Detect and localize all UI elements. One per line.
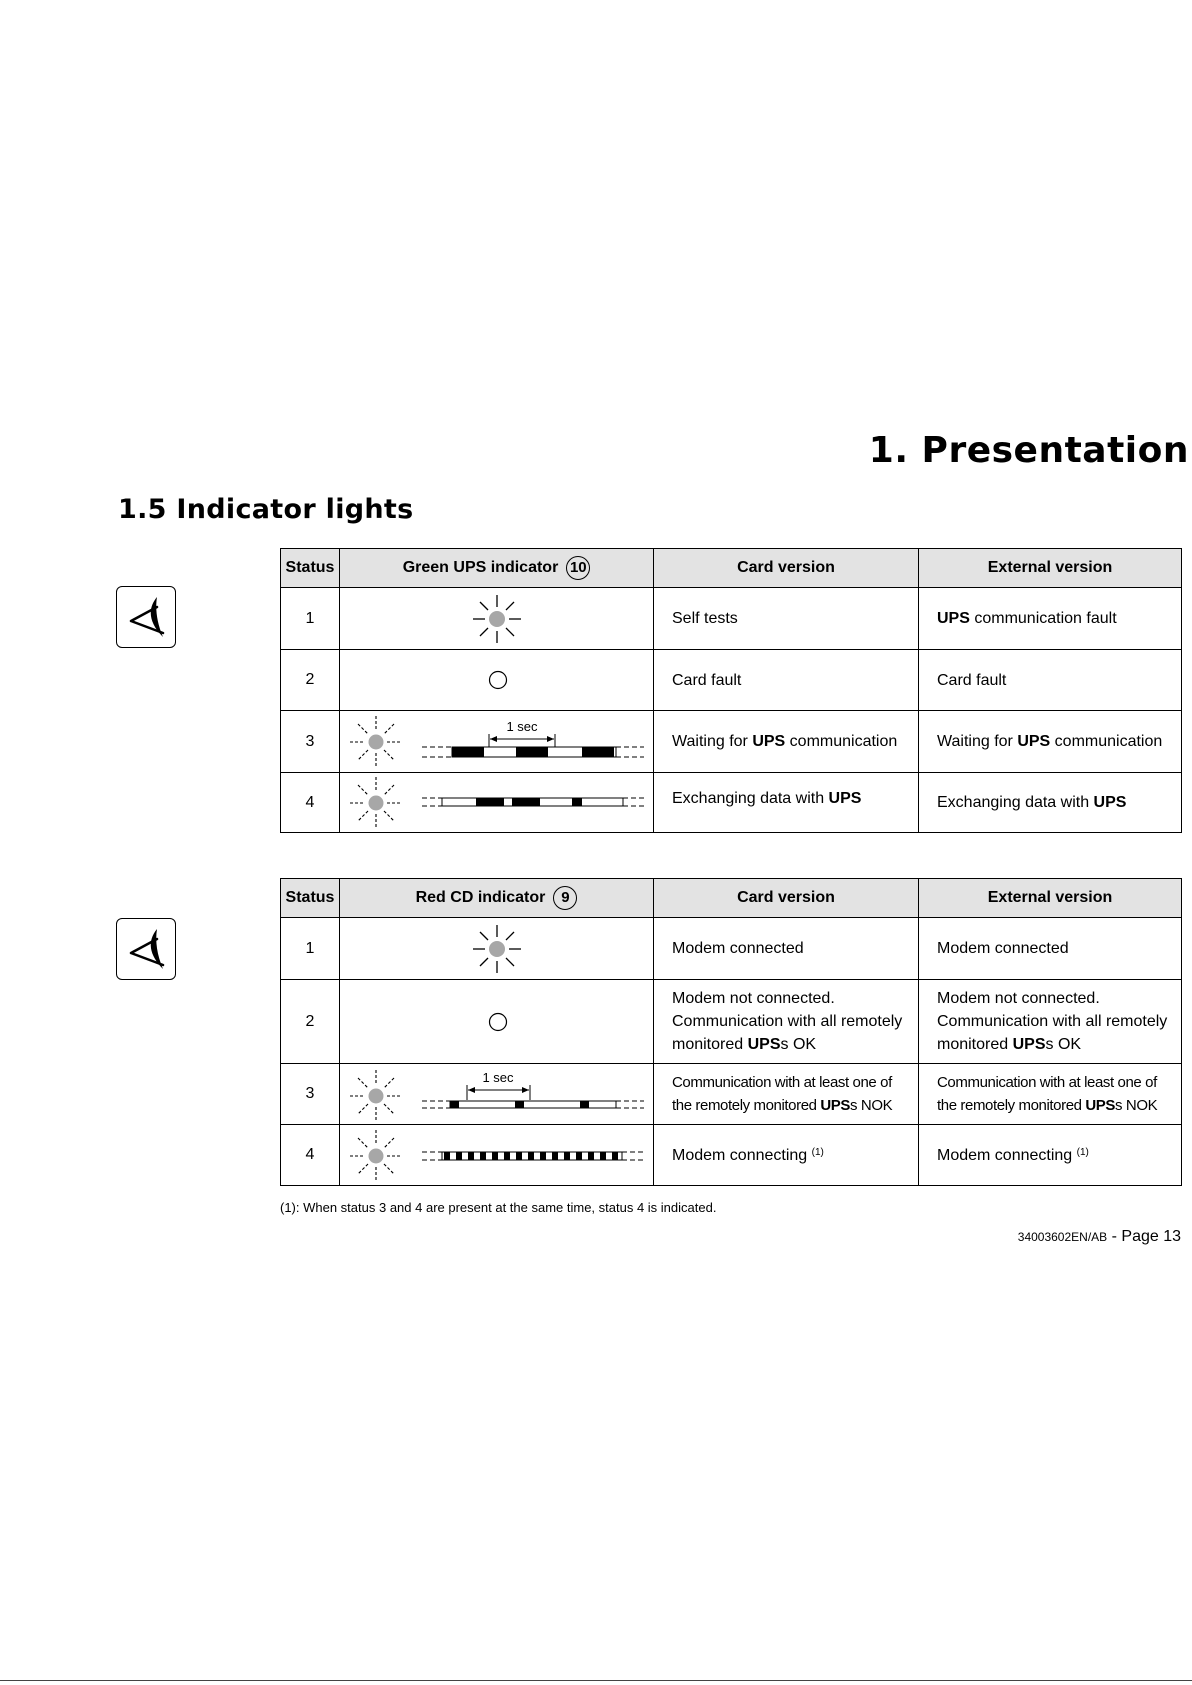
status-cell: 3 <box>281 1064 340 1125</box>
led-flashing-diagram <box>340 588 654 650</box>
led-off-icon <box>490 672 507 689</box>
led-off-diagram <box>340 980 654 1064</box>
footnote: (1): When status 3 and 4 are present at the same time, status 4 is indicated. <box>280 1200 717 1215</box>
led-blinking-icon <box>350 716 402 768</box>
table-row <box>281 918 1182 980</box>
one-sec-label: 1 sec <box>482 1069 514 1085</box>
one-sec-label: 1 sec <box>506 718 538 734</box>
external-version-cell: UPS communication fault <box>919 588 1182 650</box>
external-version-cell: Exchanging data with UPS <box>919 773 1182 833</box>
external-version-header: External version <box>919 549 1182 588</box>
on-segment <box>515 1101 524 1108</box>
on-segment <box>512 798 540 806</box>
led-flashing-diagram <box>340 918 654 980</box>
on-segment <box>612 1152 618 1160</box>
on-segment <box>468 1152 474 1160</box>
status-cell: 2 <box>281 980 340 1064</box>
status-cell: 3 <box>281 711 340 773</box>
table-row <box>281 773 1182 833</box>
led-blink-pattern-diagram <box>340 1064 654 1125</box>
external-version-cell: Modem not connected. Communication with all remotely monitored UPSs OK <box>919 980 1182 1064</box>
on-segment <box>456 1152 462 1160</box>
on-segment <box>516 1152 522 1160</box>
on-segment <box>444 1152 450 1160</box>
card-version-cell <box>654 588 919 650</box>
table-row <box>281 1125 1182 1186</box>
on-segment <box>450 1101 459 1108</box>
led-off-diagram <box>340 650 654 711</box>
table-row <box>281 588 1182 650</box>
on-segment <box>480 1152 486 1160</box>
document-code: 34003602EN/AB <box>1017 1230 1108 1244</box>
page-ref-separator: - <box>1107 1228 1122 1245</box>
table-header-row <box>281 549 1182 588</box>
external-text: Modem not connected. <box>937 990 1100 1007</box>
led-blinking-icon <box>350 777 402 829</box>
led-blink-pattern-diagram <box>340 711 654 773</box>
on-segment <box>452 747 484 757</box>
table-row <box>281 711 1182 773</box>
chapter-title: 1. Presentation <box>868 430 1189 471</box>
on-segment <box>580 1101 589 1108</box>
page-reference <box>1018 1228 1181 1246</box>
card-text: Card fault <box>672 671 742 689</box>
table-row <box>281 1064 1182 1125</box>
on-segment <box>552 1152 558 1160</box>
section-title: 1.5 Indicator lights <box>118 494 414 525</box>
green-ups-indicator-table <box>280 548 1182 833</box>
led-flashing-icon <box>473 925 521 973</box>
external-text: Card fault <box>937 671 1007 689</box>
card-version-header: Card version <box>654 879 919 918</box>
indicator-header-label: Red CD indicator <box>415 889 546 907</box>
on-segment <box>572 798 582 806</box>
led-flashing-icon <box>473 595 521 643</box>
card-version-cell: Waiting for UPS communication <box>654 711 919 773</box>
on-segment <box>492 1152 498 1160</box>
status-cell: 4 <box>281 773 340 833</box>
card-text: Communication with all remotely <box>672 1013 903 1030</box>
status-header: Status <box>281 879 340 918</box>
table-row <box>281 650 1182 711</box>
status-cell: 1 <box>281 918 340 980</box>
on-segment <box>516 747 548 757</box>
card-version-cell <box>654 918 919 980</box>
external-version-cell <box>919 918 1182 980</box>
status-cell: 4 <box>281 1125 340 1186</box>
table-header-row <box>281 879 1182 918</box>
on-segment <box>576 1152 582 1160</box>
external-version-cell <box>919 650 1182 711</box>
led-blink-pattern-diagram <box>340 1125 654 1186</box>
indicator-header <box>340 549 654 588</box>
external-text: Modem connected <box>937 940 1069 957</box>
led-blinking-icon <box>350 1070 402 1122</box>
card-version-cell: Exchanging data with UPS <box>654 773 919 833</box>
card-text: Modem connected <box>672 940 804 957</box>
on-segment <box>588 1152 594 1160</box>
on-segment <box>582 747 614 757</box>
status-cell: 2 <box>281 650 340 711</box>
led-off-icon <box>490 1013 507 1030</box>
card-version-cell: Modem not connected. Communication with all remotely monitored UPSs OK <box>654 980 919 1064</box>
external-text: Communication with at least one of <box>937 1074 1157 1091</box>
eye-icon <box>116 918 176 980</box>
eye-icon <box>116 586 176 648</box>
on-segment <box>540 1152 546 1160</box>
page-number: Page 13 <box>1121 1228 1181 1245</box>
on-segment <box>504 1152 510 1160</box>
external-text: Communication with all remotely <box>937 1013 1168 1030</box>
card-version-header: Card version <box>654 549 919 588</box>
external-version-cell: Communication with at least one of the remotely monitored UPSs NOK <box>919 1064 1182 1125</box>
status-cell: 1 <box>281 588 340 650</box>
card-text: Communication with at least one of <box>672 1074 892 1091</box>
on-segment <box>600 1152 606 1160</box>
red-cd-indicator-table <box>280 878 1182 1186</box>
indicator-header <box>340 879 654 918</box>
card-text: Self tests <box>672 610 738 627</box>
led-blink-pattern-diagram <box>340 773 654 833</box>
external-version-cell: Modem connecting $^{(1)}$ <box>919 1125 1182 1186</box>
on-segment <box>528 1152 534 1160</box>
led-blinking-icon <box>350 1130 402 1182</box>
card-version-cell: Communication with at least one of the remotely monitored UPSs NOK <box>654 1064 919 1125</box>
external-version-header: External version <box>919 879 1182 918</box>
bottom-divider <box>0 1680 1192 1681</box>
table-row <box>281 980 1182 1064</box>
indicator-ref-circle: 9 <box>553 886 577 910</box>
card-version-cell: Modem connecting $^{(1)}$ <box>654 1125 919 1186</box>
card-version-cell <box>654 650 919 711</box>
on-segment <box>476 798 504 806</box>
on-segment <box>564 1152 570 1160</box>
indicator-ref-circle: 10 <box>566 556 590 580</box>
external-version-cell: Waiting for UPS communication <box>919 711 1182 773</box>
indicator-header-label: Green UPS indicator <box>402 559 559 577</box>
status-header: Status <box>281 549 340 588</box>
card-text: Modem not connected. <box>672 990 835 1007</box>
